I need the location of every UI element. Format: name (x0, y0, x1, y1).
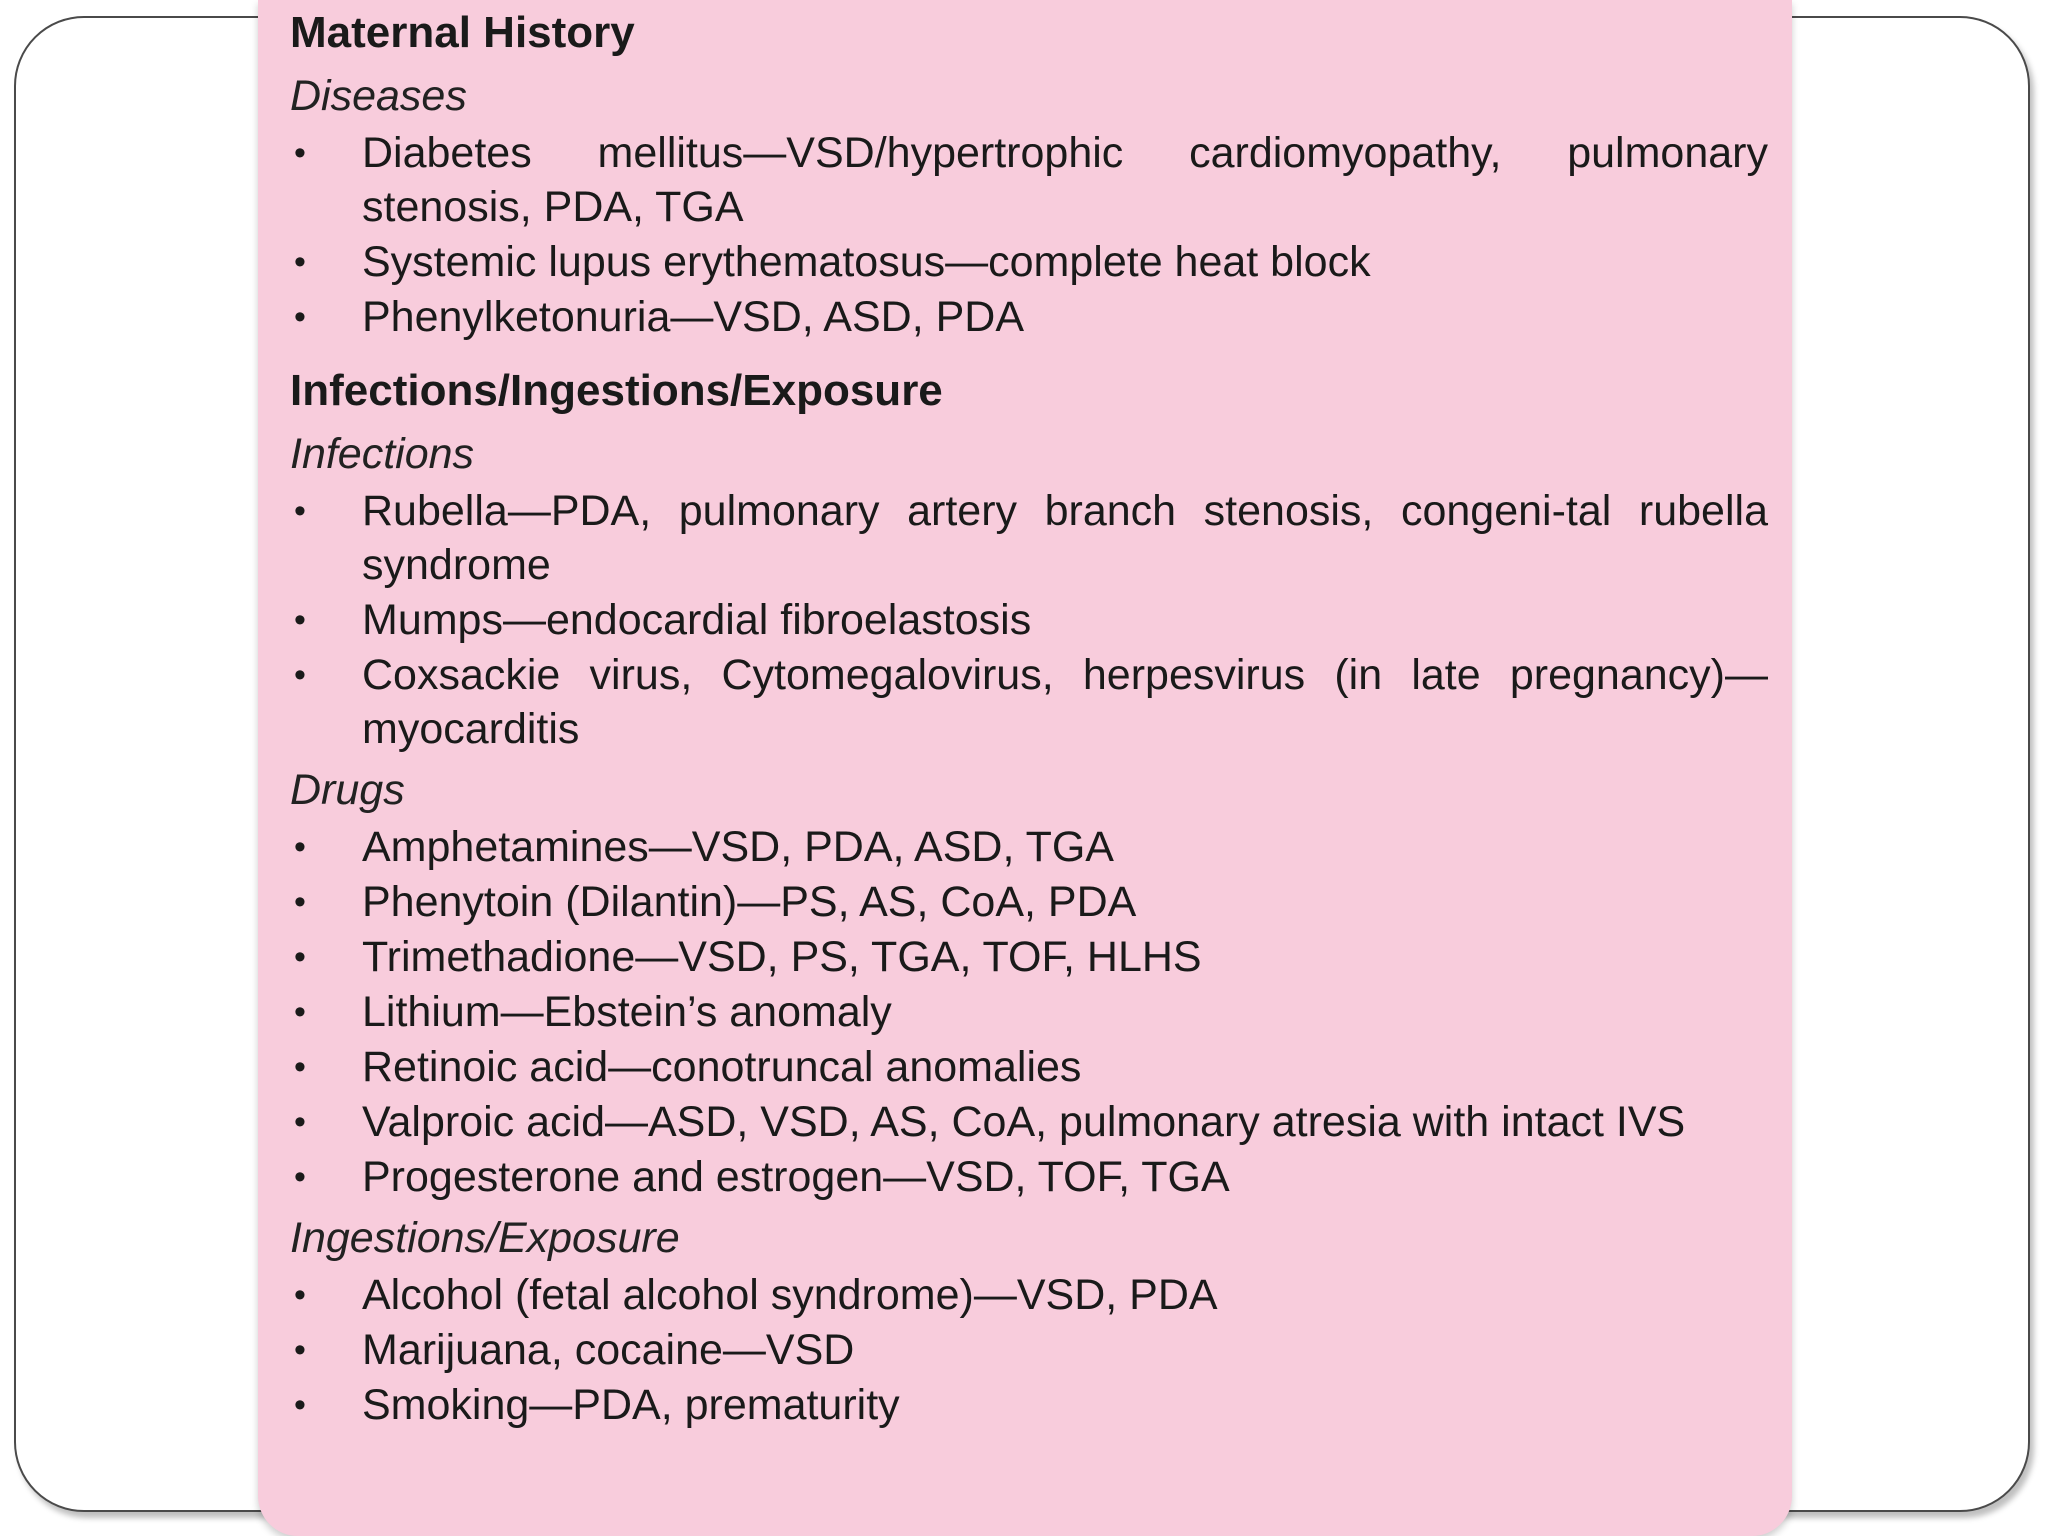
list-item (290, 930, 1768, 984)
list-item-text: Smoking—PDA, prematurity (362, 1381, 900, 1429)
bullet-icon: • (294, 828, 306, 866)
list-item (290, 1150, 1768, 1204)
content-body (290, 4, 1768, 1433)
list-item-text: Phenytoin (Dilantin)—PS, AS, CoA, PDA (362, 878, 1137, 926)
list-drugs (290, 820, 1768, 1204)
list-item-text: Marijuana, cocaine—VSD (362, 1326, 855, 1374)
bullet-icon: • (294, 993, 306, 1031)
bullet-icon: • (294, 134, 306, 172)
list-item-text: Amphetamines—VSD, PDA, ASD, TGA (362, 823, 1114, 871)
list-item (290, 290, 1768, 344)
bullet-icon: • (294, 492, 306, 530)
list-item-text: Rubella—PDA, pulmonary artery branch stenosis, congeni-tal rubella syndrome (362, 487, 1768, 589)
list-diseases (290, 126, 1768, 344)
list-item-text: Valproic acid—ASD, VSD, AS, CoA, pulmonary atresia with intact IVS (362, 1098, 1686, 1146)
bullet-icon: • (294, 1331, 306, 1369)
list-item (290, 1323, 1768, 1377)
list-item-text: Diabetes mellitus—VSD/hypertrophic cardiomyopathy, pulmonary stenosis, PDA, TGA (362, 129, 1768, 231)
list-item-text: Alcohol (fetal alcohol syndrome)—VSD, PDA (362, 1271, 1218, 1319)
bullet-icon: • (294, 601, 306, 639)
subheading-drugs: Drugs (290, 766, 405, 814)
bullet-icon: • (294, 1103, 306, 1141)
subheading-ingestions-exposure: Ingestions/Exposure (290, 1214, 680, 1262)
list-item-text: Coxsackie virus, Cytomegalovirus, herpesvirus (in late pregnancy)—myocarditis (362, 651, 1768, 753)
list-item (290, 126, 1768, 234)
list-item-text: Lithium—Ebstein’s anomaly (362, 988, 892, 1036)
list-item (290, 593, 1768, 647)
list-item-text: Progesterone and estrogen—VSD, TOF, TGA (362, 1153, 1230, 1201)
bullet-icon: • (294, 883, 306, 921)
bullet-icon: • (294, 1048, 306, 1086)
bullet-icon: • (294, 656, 306, 694)
list-item (290, 484, 1768, 592)
list-item-text: Mumps—endocardial fibroelastosis (362, 596, 1032, 644)
subheading-infections: Infections (290, 430, 475, 478)
list-item (290, 1378, 1768, 1432)
list-item-text: Systemic lupus erythematosus—complete heat block (362, 238, 1371, 286)
list-item (290, 1095, 1768, 1149)
bullet-icon: • (294, 1158, 306, 1196)
content-panel (258, 0, 1792, 1536)
subheading-diseases: Diseases (290, 72, 467, 120)
list-item-text: Phenylketonuria—VSD, ASD, PDA (362, 293, 1025, 341)
list-item (290, 985, 1768, 1039)
list-ingestions-exposure (290, 1268, 1768, 1432)
list-item-text: Retinoic acid—conotruncal anomalies (362, 1043, 1082, 1091)
list-item (290, 875, 1768, 929)
section-heading-maternal-history: Maternal History (290, 8, 635, 57)
list-infections (290, 484, 1768, 756)
bullet-icon: • (294, 1276, 306, 1314)
section-heading-infections-ingestions-exposure: Infections/Ingestions/Exposure (290, 366, 943, 415)
list-item (290, 648, 1768, 756)
list-item (290, 1040, 1768, 1094)
bullet-icon: • (294, 243, 306, 281)
bullet-icon: • (294, 1386, 306, 1424)
list-item (290, 235, 1768, 289)
list-item (290, 820, 1768, 874)
bullet-icon: • (294, 938, 306, 976)
list-item (290, 1268, 1768, 1322)
bullet-icon: • (294, 298, 306, 336)
list-item-text: Trimethadione—VSD, PS, TGA, TOF, HLHS (362, 933, 1202, 981)
